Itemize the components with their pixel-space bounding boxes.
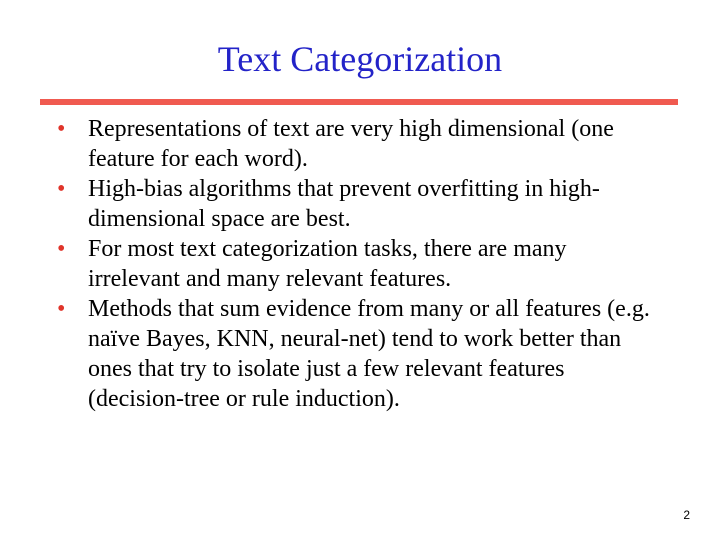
bullet-text: Methods that sum evidence from many or all features (e.g. naïve Bayes, KNN, neural-net) tend to work better than ones that try to isolate just a few relevant features (decision-tree or rule induction).	[88, 296, 650, 412]
bullet-text: For most text categorization tasks, there are many irrelevant and many relevant features.	[88, 236, 567, 292]
page-number: 2	[683, 508, 690, 522]
bullet-item	[57, 174, 657, 234]
slide-title: Text Categorization	[217, 39, 503, 79]
bullet-list	[57, 114, 657, 414]
bullet-item	[57, 114, 657, 174]
bullet-text: High-bias algorithms that prevent overfitting in high-dimensional space are best.	[88, 176, 600, 232]
bullet-icon: •	[57, 176, 66, 202]
bullet-icon: •	[57, 236, 66, 262]
bullet-item	[57, 294, 657, 414]
bullet-icon: •	[57, 116, 66, 142]
bullet-item	[57, 234, 657, 294]
title-divider	[40, 99, 678, 105]
bullet-text: Representations of text are very high dimensional (one feature for each word).	[88, 116, 614, 172]
bullet-icon: •	[57, 296, 66, 322]
